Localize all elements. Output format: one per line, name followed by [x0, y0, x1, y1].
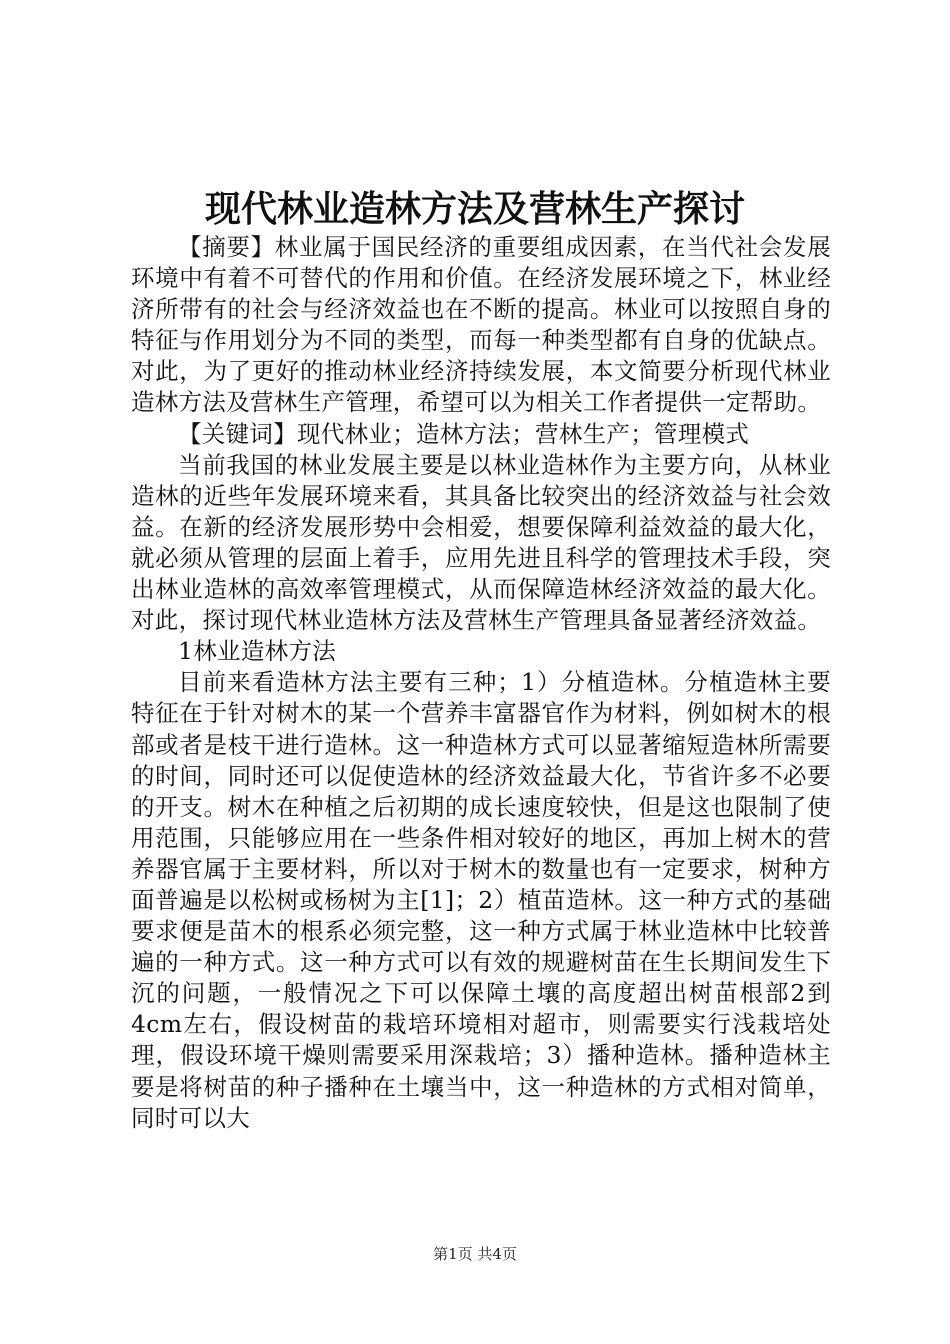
abstract-paragraph: 【摘要】林业属于国民经济的重要组成因素，在当代社会发展环境中有着不可替代的作用和价值。在经济发展环境之下，林业经济所带有的社会与经济效益也在不断的提高。林业可以按照自身的特征与作用划分为不同的类型，而每一种类型都有自身的优缺点。对此，为了更好的推动林业经济持续发展，本文简要分析现代林业造林方法及营林生产管理，希望可以为相关工作者提供一定帮助。 — [131, 233, 831, 417]
keywords-paragraph: 【关键词】现代林业；造林方法；营林生产；管理模式 — [178, 419, 750, 448]
methods-paragraph: 目前来看造林方法主要有三种；1）分植造林。分植造林主要特征在于针对树木的某一个营养丰富器官作为材料，例如树木的根部或者是枝干进行造林。这一种造林方式可以显著缩短造林所需要的时间，同时还可以促使造林的经济效益最大化，节省许多不必要的开支。树木在种植之后初期的成长速度较快，但是这也限制了使用范围，只能够应用在一些条件相对较好的地区，再加上树木的营养器官属于主要材料，所以对于树木的数量也有一定要求，树种方面普遍是以松树或杨树为主[1]；2）植苗造林。这一种方式的基础要求便是苗木的根系必须完整，这一种方式属于林业造林中比较普遍的一种方式。这一种方式可以有效的规避树苗在生长期间发生下沉的问题，一般情况之下可以保障土壤的高度超出树苗根部2到4cm左右，假设树苗的栽培环境相对超市，则需要实行浅栽培处理，假设环境干燥则需要采用深栽培；3）播种造林。播种造林主要是将树苗的种子播种在土壤当中，这一种造林的方式相对简单，同时可以大 — [131, 668, 831, 1132]
document-body — [131, 232, 831, 1134]
intro-paragraph: 当前我国的林业发展主要是以林业造林作为主要方向，从林业造林的近些年发展环境来看，其具备比较突出的经济效益与社会效益。在新的经济发展形势中会相爱，想要保障利益效益的最大化，就必须从管理的层面上着手，应用先进且科学的管理技术手段，突出林业造林的高效率管理模式，从而保障造林经济效益的最大化。对此，探讨现代林业造林方法及营林生产管理具备显著经济效益。 — [131, 450, 831, 635]
section-heading: 1林业造林方法 — [178, 637, 337, 666]
document-title: 现代林业造林方法及营林生产探讨 — [204, 188, 745, 230]
page-footer: 第1页 共4页 — [433, 1245, 517, 1263]
